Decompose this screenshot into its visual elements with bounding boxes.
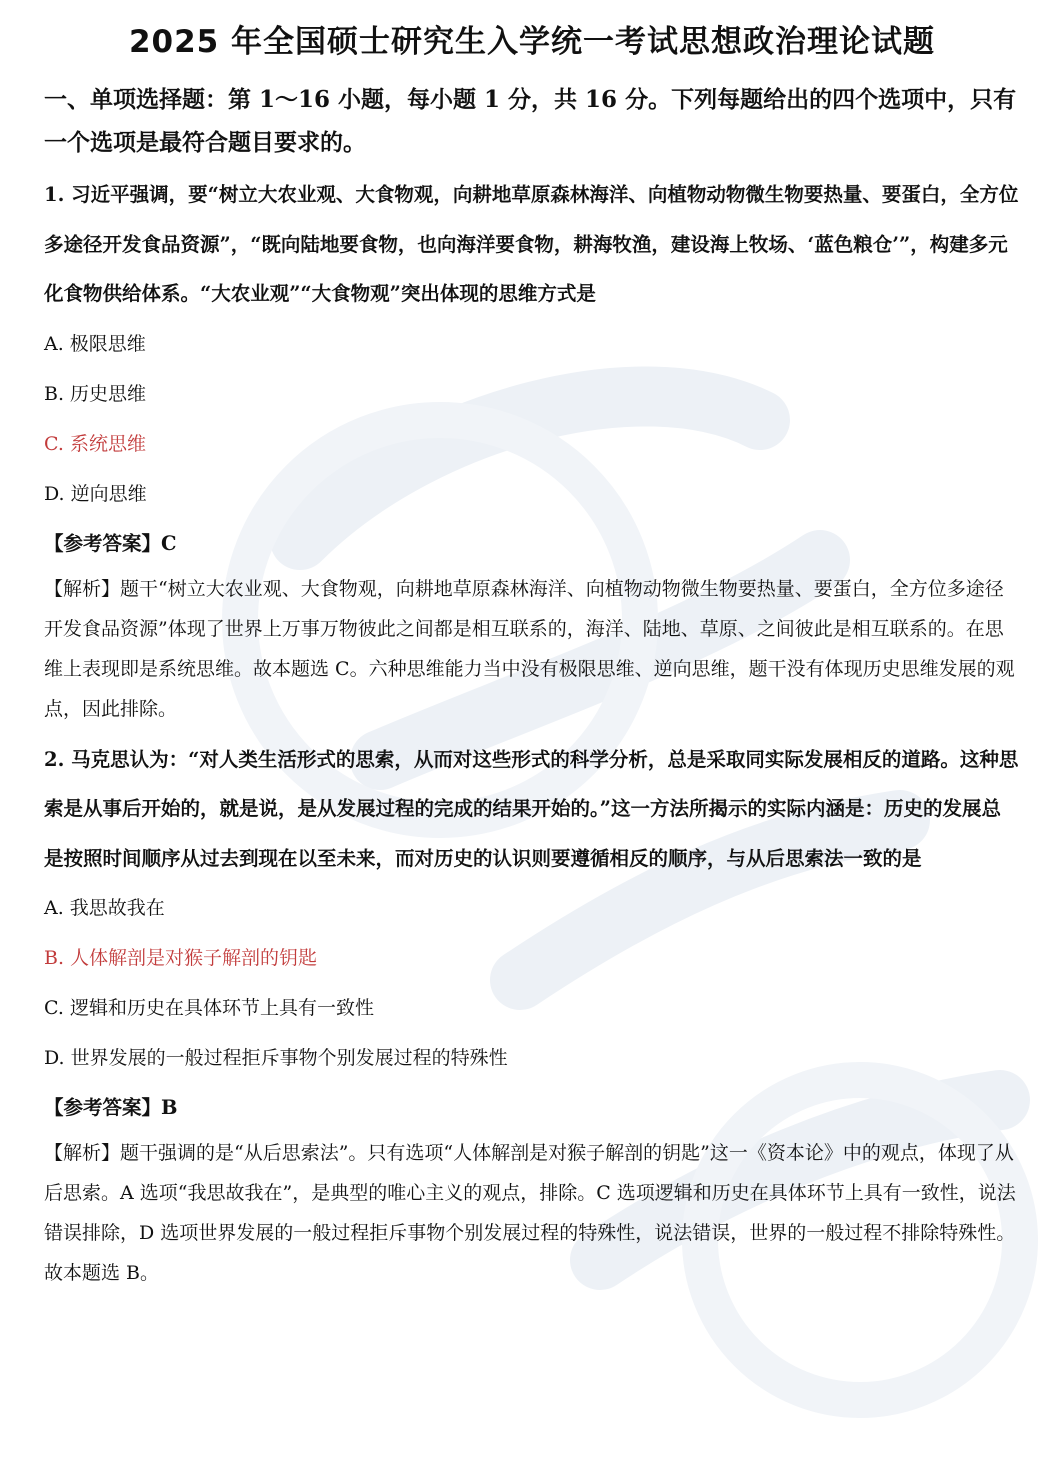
option-d: D. 逆向思维 bbox=[44, 482, 147, 505]
option-c-correct: C. 系统思维 bbox=[44, 432, 146, 455]
question-stem: 1. 习近平强调，要“树立大农业观、大食物观，向耕地草原森林海洋、向植物动物微生物要热量、要蛋白，全方位多途径开发食品资源”，“既向陆地要食物，也向海洋要食物，耕海牧渔，建设海上牧场、‘蓝色粮仓’”，构建多元化食物供给体系。“大农业观”“大食物观”突出体现的思维方式是 bbox=[44, 183, 1019, 305]
analysis-text: 【解析】题干强调的是“从后思索法”。只有选项“人体解剖是对猴子解剖的钥匙”这一《资本论》中的观点，体现了从后思索。A 选项“我思故我在”，是典型的唯心主义的观点，排除。C 选项逻辑和历史在具体环节上具有一致性，说法错误排除，D 选项世界发展的一般过程拒斥事物个别发展过程的特殊性，说法错误，世界的一般过程不排除特殊性。故本题选 B。 bbox=[44, 1142, 1016, 1284]
option-c: C. 逻辑和历史在具体环节上具有一致性 bbox=[44, 997, 374, 1019]
option-a: A. 极限思维 bbox=[44, 332, 146, 355]
option-a: A. 我思故我在 bbox=[44, 897, 165, 919]
reference-answer: 【参考答案】B bbox=[44, 1096, 178, 1119]
option-b: B. 历史思维 bbox=[44, 382, 147, 405]
exam-title: 2025 年全国硕士研究生入学统一考试思想政治理论试题 bbox=[128, 24, 936, 60]
analysis-text: 【解析】题干“树立大农业观、大食物观，向耕地草原森林海洋、向植物动物微生物要热量、要蛋白，全方位多途径开发食品资源”体现了世界上万事万物彼此之间都是相互联系的，海洋、陆地、草原、之间彼此是相互联系的。在思维上表现即是系统思维。故本题选 C。六种思维能力当中没有极限思维、逆向思维，题干没有体现历史思维发展的观点，因此排除。 bbox=[44, 577, 1015, 720]
option-d: D. 世界发展的一般过程拒斥事物个别发展过程的特殊性 bbox=[44, 1047, 508, 1069]
section-heading: 一、单项选择题：第 1～16 小题，每小题 1 分，共 16 分。下列每题给出的四个选项中，只有一个选项是最符合题目要求的。 bbox=[44, 86, 1017, 156]
question-stem: 2. 马克思认为：“对人类生活形式的思索，从而对这些形式的科学分析，总是采取同实际发展相反的道路。这种思索是从事后开始的，就是说，是从发展过程的完成的结果开始的。”这一方法所揭示的实际内涵是：历史的发展总是按照时间顺序从过去到现在以至未来，而对历史的认识则要遵循相反的顺序，与从后思索法一致的是 bbox=[44, 747, 1019, 870]
reference-answer: 【参考答案】C bbox=[44, 531, 177, 555]
question-1 bbox=[44, 170, 1020, 729]
option-b-correct: B. 人体解剖是对猴子解剖的钥匙 bbox=[44, 947, 318, 969]
question-2 bbox=[44, 735, 1020, 1294]
